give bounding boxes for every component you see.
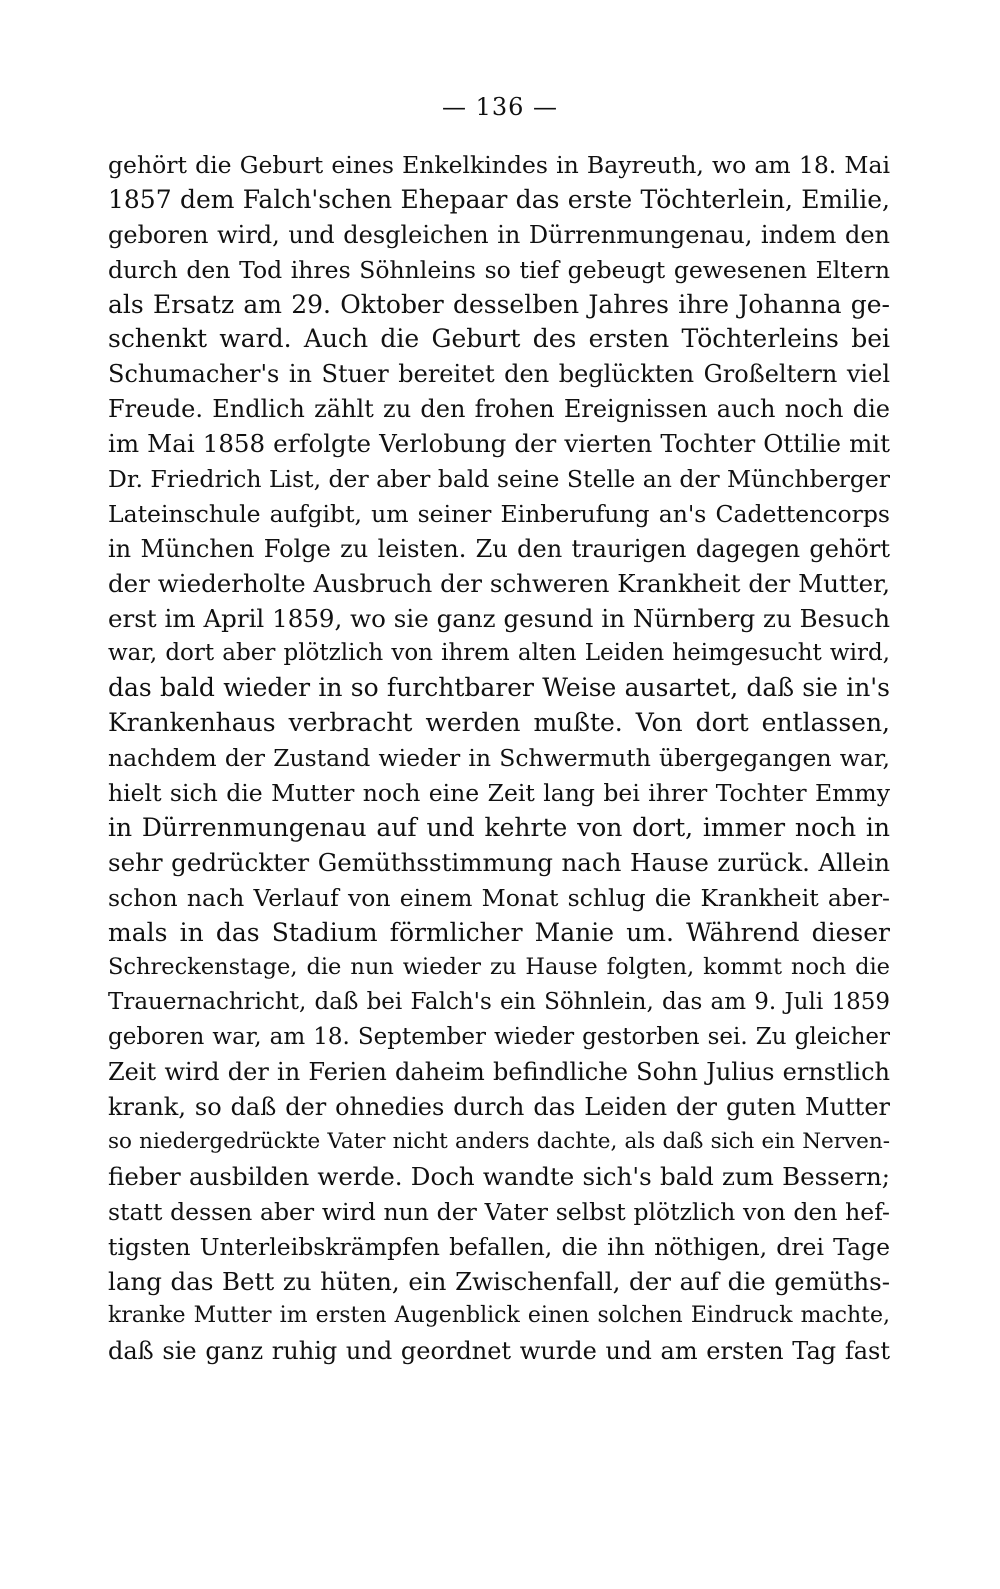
text-line: der wiederholte Ausbruch der schweren Krankheit der Mutter, [108,568,890,598]
text-line: statt dessen aber wird nun der Vater selbst plötzlich von den hef- [108,1197,890,1226]
text-line: fieber ausbilden werde. Doch wandte sich's bald zum Bessern; [108,1161,890,1191]
text-line: das bald wieder in so furchtbarer Weise ausartet, daß sie in's [108,673,890,703]
text-line: war, dort aber plötzlich von ihrem alten Leiden heimgesucht wird, [108,640,890,667]
text-line: Zeit wird der in Ferien daheim befindliche Sohn Julius ernstlich [108,1058,890,1087]
text-line: lang das Bett zu hüten, ein Zwischenfall, der auf die gemüths- [108,1266,890,1296]
page-number: — 136 — [441,93,559,121]
text-line: Schreckenstage, die nun wieder zu Hause folgten, kommt noch die [108,954,890,981]
text-line: schenkt ward. Auch die Geburt des ersten Töchterleins bei [108,324,890,354]
text-line: nachdem der Zustand wieder in Schwermuth übergegangen war, [108,744,890,773]
text-line: Trauernachricht, daß bei Falch's ein Söhnlein, das am 9. Juli 1859 [108,989,890,1016]
text-line: in Dürrenmungenau auf und kehrte von dort, immer noch in [108,812,890,842]
text-line: schon nach Verlauf von einem Monat schlug die Krankheit aber- [108,883,890,912]
text-line: daß sie ganz ruhig und geordnet wurde und am ersten Tag fast [108,1337,890,1366]
body-text [108,148,890,1369]
text-line: kranke Mutter im ersten Augenblick einen solchen Eindruck machte, [108,1303,890,1329]
text-line: Freude. Endlich zählt zu den frohen Ereignissen auch noch die [108,395,890,424]
text-line: Dr. Friedrich List, der aber bald seine Stelle an der Münchberger [108,465,891,494]
text-line: 1857 dem Falch'schen Ehepaar das erste Töchterlein, Emilie, [108,184,890,214]
text-line: so niedergedrückte Vater nicht anders dachte, als daß sich ein Nerven- [108,1128,890,1154]
text-line: sehr gedrückter Gemüthsstimmung nach Hause zurück. Allein [108,847,890,877]
text-line: hielt sich die Mutter noch eine Zeit lang bei ihrer Tochter Emmy [108,779,890,808]
text-line: geboren war, am 18. September wieder gestorben sei. Zu gleicher [108,1024,890,1051]
text-line: tigsten Unterleibskrämpfen befallen, die ihn nöthigen, drei Tage [108,1232,890,1261]
text-line: Lateinschule aufgibt, um seiner Einberufung an's Cadettencorps [108,499,890,528]
text-line: erst im April 1859, wo sie ganz gesund in Nürnberg zu Besuch [108,603,890,633]
text-line: geboren wird, und desgleichen in Dürrenmungenau, indem den [108,220,890,249]
text-line: mals in das Stadium förmlicher Manie um. Während dieser [108,917,890,947]
text-line: als Ersatz am 29. Oktober desselben Jahres ihre Johanna ge- [108,289,890,319]
text-line: Schumacher's in Stuer bereitet den beglückten Großeltern viel [108,360,890,389]
text-line: in München Folge zu leisten. Zu den traurigen dagegen gehört [108,534,890,563]
text-line: krank, so daß der ohnedies durch das Leiden der guten Mutter [108,1093,890,1122]
text-line: im Mai 1858 erfolgte Verlobung der vierten Tochter Ottilie mit [108,429,890,459]
text-line: gehört die Geburt eines Enkelkindes in Bayreuth, wo am 18. Mai [108,151,890,179]
text-line: durch den Tod ihres Söhnleins so tief gebeugt gewesenen Eltern [108,255,890,284]
text-line: Krankenhaus verbracht werden mußte. Von dort entlassen, [108,708,890,738]
